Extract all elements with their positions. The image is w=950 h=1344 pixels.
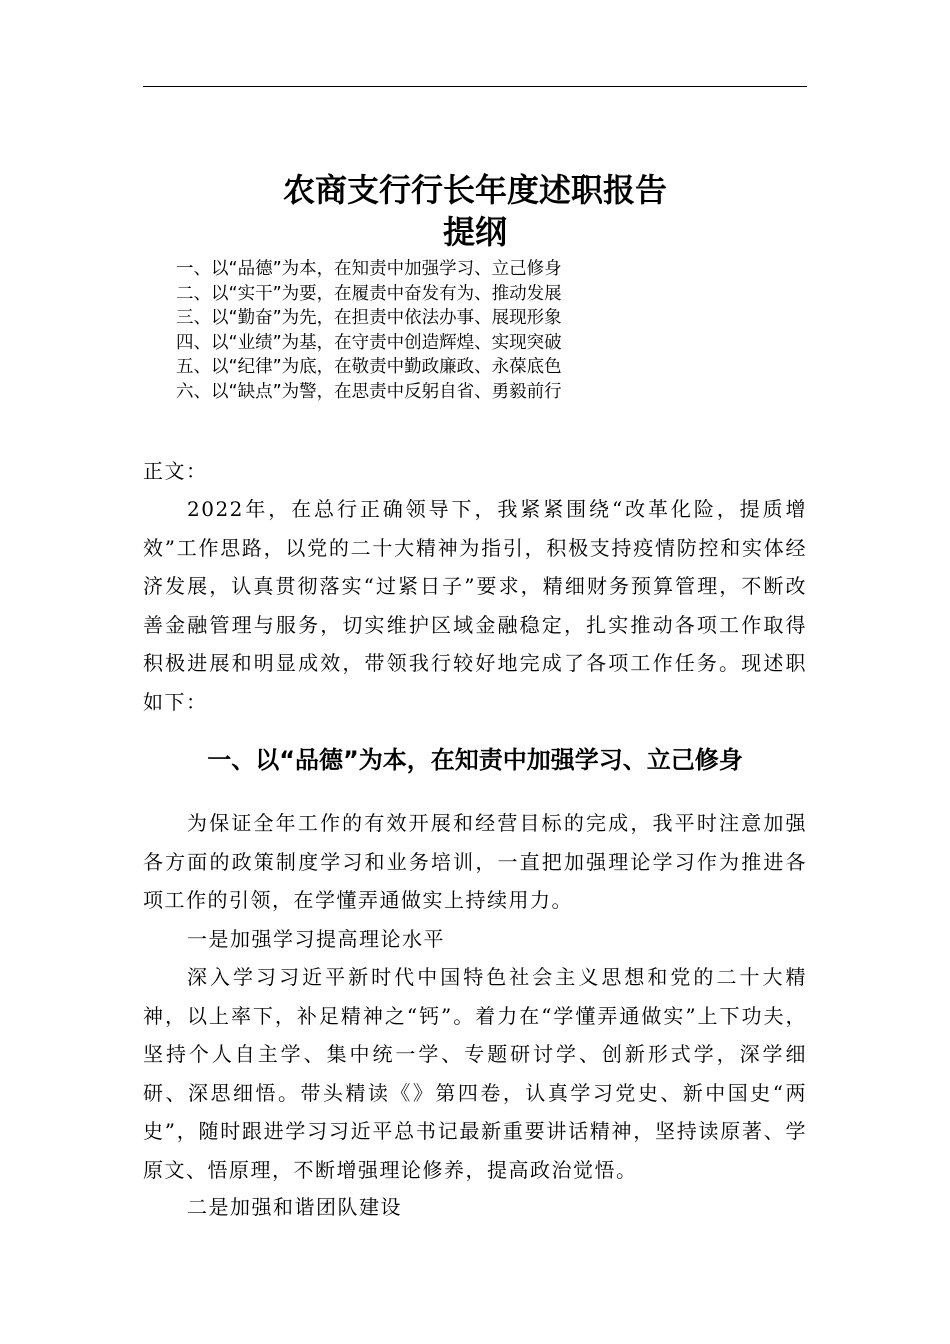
outline-item: 三、以“勤奋”为先，在担责中依法办事、展现形象 [176,308,562,328]
outline-item: 六、以“缺点”为警，在思责中反躬自省、勇毅前行 [176,381,562,402]
outline-item: 四、以“业绩”为基，在守责中创造辉煌、实现突破 [176,332,562,353]
outline-item: 二、以“实干”为要，在履责中奋发有为、推动发展 [176,283,562,304]
intro-paragraph: 2022年，在总行正确领导下，我紧紧围绕“改革化险，提质增效”工作思路，以党的二十大精神为指引，积极支持疫情防控和实体经济发展，认真贯彻落实“过紧日子”要求，精细财务预算管理，不断改善金融管理与服务，切实维护区域金融稳定，扎实推动各项工作取得积极进展和明显成效，带领我行较好地完成了各项工作任务。现述职如下： [143,497,807,714]
subsection-1-paragraph: 深入学习习近平新时代中国特色社会主义思想和党的二十大精神，以上率下，补足精神之“钙”。着力在“学懂弄通做实”上下功夫，坚持个人自主学、集中统一学、专题研讨学、创新形式学，深学细研、深思细悟。带头精读《》第四卷，认真学习党史、新中国史“两史”，随时跟进学习习近平总书记最新重要讲话精神，坚持读原著、学原文、悟原理，不断增强理论修养，提高政治觉悟。 [143,965,807,1182]
outline-item: 五、以“纪律”为底，在敬责中勤政廉政、永葆底色 [176,357,562,377]
body-label: 正文： [143,459,208,483]
outline-item: 一、以“品德”为本，在知责中加强学习、立己修身 [176,259,562,279]
header-rule [143,86,807,87]
outline-list [176,257,562,404]
subsection-1-heading: 一是加强学习提高理论水平 [187,927,445,951]
section-1-heading: 一、以“品德”为本，在知责中加强学习、立己修身 [207,746,743,774]
subsection-2-heading: 二是加强和谐团队建设 [187,1195,402,1219]
document-subtitle: 提纲 [442,213,507,251]
document-title: 农商支行行长年度述职报告 [282,171,667,209]
section-1-paragraph: 为保证全年工作的有效开展和经营目标的完成，我平时注意加强各方面的政策制度学习和业务培训，一直把加强理论学习作为推进各项工作的引领，在学懂弄通做实上持续用力。 [143,811,807,912]
